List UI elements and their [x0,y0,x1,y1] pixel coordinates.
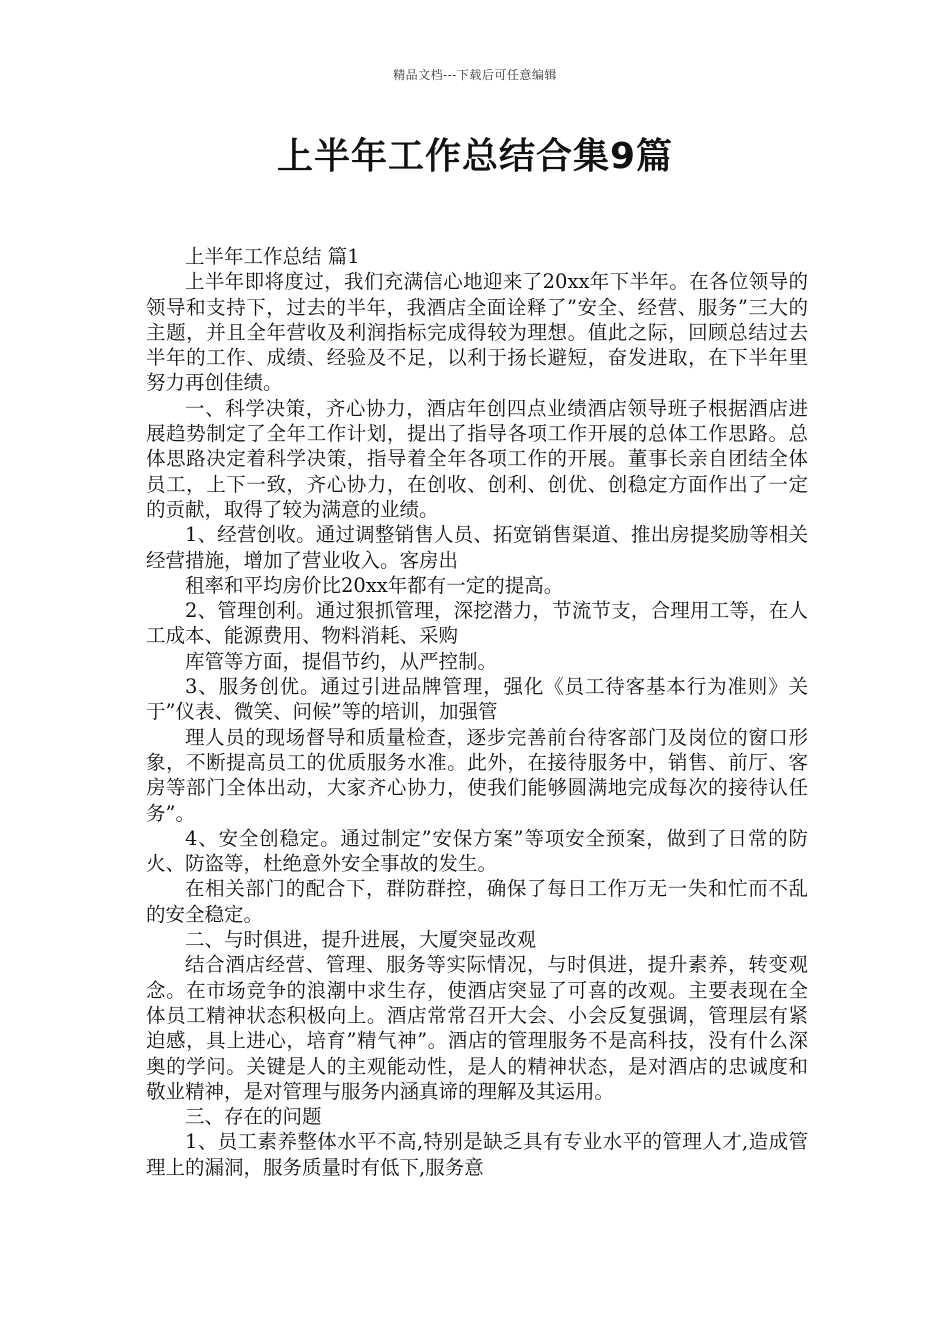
paragraph: 2、管理创利。通过狠抓管理，深挖潜力，节流节支，合理用工等，在人工成本、能源费用、物料消耗、采购 [146,599,808,648]
paragraph: 在相关部门的配合下，群防群控，确保了每日工作万无一失和忙而不乱的安全稳定。 [146,877,808,926]
section-heading: 二、与时俱进，提升进展，大厦突显改观 [185,928,537,952]
paragraph: 1、员工素养整体水平不高,特别是缺乏具有专业水平的管理人才,造成管理上的漏洞，服务质量时有低下,服务意 [146,1130,808,1179]
section-heading: 三、存在的问题 [185,1105,322,1129]
paragraph: 库管等方面，提倡节约，从严控制。 [185,649,498,673]
paragraph: 理人员的现场督导和质量检查，逐步完善前台待客部门及岗位的窗口形象，不断提高员工的优质服务水准。此外，在接待服务中，销售、前厅、客房等部门全体出动，大家齐心协力，使我们能够圆满地完成每次的接待认任务”。 [146,725,808,825]
paragraph: 一、科学决策，齐心协力，酒店年创四点业绩酒店领导班子根据酒店进展趋势制定了全年工作计划，提出了指导各项工作开展的总体工作思路。总体思路决定着科学决策，指导着全年各项工作的开展。董事长亲自团结全体员工，上下一致，齐心协力，在创收、创利、创优、创稳定方面作出了一定的贡献，取得了较为满意的业绩。 [146,396,808,521]
header-note: 精品文档---下载后可任意编辑 [393,68,557,82]
paragraph: 4、安全创稳定。通过制定”安保方案”等项安全预案，做到了日常的防火、防盗等，杜绝意外安全事故的发生。 [146,826,808,876]
section-heading: 上半年工作总结 篇1 [185,245,360,268]
paragraph: 结合酒店经营、管理、服务等实际情况，与时俱进，提升素养，转变观念。在市场竞争的浪潮中求生存，使酒店突显了可喜的改观。主要表现在全体员工精神状态积极向上。酒店常常召开大会、小会反复强调，管理层有紧迫感，具上进心，培育”精气神”。酒店的管理服务不是高科技，没有什么深奥的学问。关键是人的主观能动性，是人的精神状态，是对酒店的忠诚度和敬业精神，是对管理与服务内涵真谛的理解及其运用。 [146,953,808,1103]
paragraph: 3、服务创优。通过引进品牌管理，强化《员工待客基本行为准则》关于”仪表、微笑、问候”等的培训，加强管 [146,675,808,724]
paragraph: 租率和平均房价比20xx年都有一定的提高。 [185,573,564,597]
paragraph: 1、经营创收。通过调整销售人员、拓宽销售渠道、推出房提奖励等相关经营措施，增加了营业收入。客房出 [146,523,808,572]
document-body [146,244,808,1180]
paragraph: 上半年即将度过，我们充满信心地迎来了20xx年下半年。在各位领导的领导和支持下，过去的半年，我酒店全面诠释了”安全、经营、服务”三大的主题，并且全年营收及利润指标完成得较为理想。值此之际，回顾总结过去半年的工作、成绩、经验及不足，以利于扬长避短，奋发进取，在下半年里努力再创佳绩。 [146,270,808,395]
document-title: 上半年工作总结合集9篇 [276,136,674,177]
